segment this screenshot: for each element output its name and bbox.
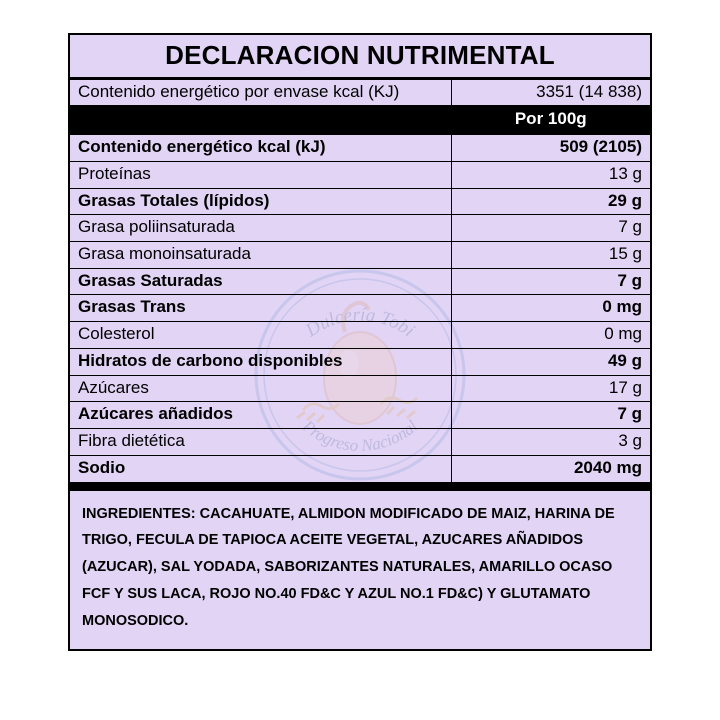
separator-band bbox=[70, 483, 650, 491]
row-label: Azúcares añadidos bbox=[70, 402, 452, 429]
table-row bbox=[70, 375, 650, 402]
page-title: DECLARACION NUTRIMENTAL bbox=[70, 35, 650, 80]
row-value: 3351 (14 838) bbox=[452, 80, 651, 107]
row-value: 0 mg bbox=[452, 322, 651, 349]
row-value: 49 g bbox=[452, 348, 651, 375]
ingredients-text: INGREDIENTES: CACAHUATE, ALMIDON MODIFICADO DE MAIZ, HARINA DE TRIGO, FECULA DE TAPIOCA ACEITE VEGETAL, AZUCARES AÑADIDOS (AZUCAR), SAL YODADA, SABORIZANTES NATURALES, AMARILLO OCASO FCF Y SUS LACA, ROJO NO.40 FD&C Y AZUL NO.1 FD&C) Y GLUTAMATO MONOSODICO. bbox=[82, 505, 615, 629]
row-label: Grasa monoinsaturada bbox=[70, 242, 452, 269]
per-100g-label: Por 100g bbox=[452, 106, 651, 134]
row-label: Sodio bbox=[70, 455, 452, 482]
row-value: 2040 mg bbox=[452, 455, 651, 482]
row-value: 7 g bbox=[452, 215, 651, 242]
band-blank-cell bbox=[70, 106, 452, 134]
table-row bbox=[70, 188, 650, 215]
table-row bbox=[70, 348, 650, 375]
row-label: Proteínas bbox=[70, 161, 452, 188]
row-label: Grasas Totales (lípidos) bbox=[70, 188, 452, 215]
table-row bbox=[70, 295, 650, 322]
row-label: Fibra dietética bbox=[70, 429, 452, 456]
table-row bbox=[70, 429, 650, 456]
row-label: Colesterol bbox=[70, 322, 452, 349]
row-value: 7 g bbox=[452, 268, 651, 295]
row-label: Azúcares bbox=[70, 375, 452, 402]
table-row bbox=[70, 242, 650, 269]
row-label: Contenido energético por envase kcal (KJ) bbox=[78, 81, 400, 101]
table-row-energy-package bbox=[70, 80, 650, 107]
table-row bbox=[70, 402, 650, 429]
band-fill bbox=[70, 483, 650, 491]
row-value: 7 g bbox=[452, 402, 651, 429]
table-row bbox=[70, 455, 650, 482]
table-row bbox=[70, 134, 650, 161]
row-label: Grasa poliinsaturada bbox=[70, 215, 452, 242]
row-value: 3 g bbox=[452, 429, 651, 456]
table-row bbox=[70, 322, 650, 349]
row-label: Hidratos de carbono disponibles bbox=[70, 348, 452, 375]
row-value: 15 g bbox=[452, 242, 651, 269]
table-row bbox=[70, 215, 650, 242]
row-label: Grasas Trans bbox=[70, 295, 452, 322]
row-label: Grasas Saturadas bbox=[70, 268, 452, 295]
row-value: 0 mg bbox=[452, 295, 651, 322]
row-value: 29 g bbox=[452, 188, 651, 215]
table-row bbox=[70, 268, 650, 295]
table-row bbox=[70, 161, 650, 188]
per-100g-band bbox=[70, 106, 650, 134]
svg-text:Dulcería Tobi: Dulcería Tobi bbox=[302, 304, 419, 342]
row-value: 13 g bbox=[452, 161, 651, 188]
nutrition-facts-panel bbox=[68, 33, 652, 651]
nutrition-table bbox=[70, 80, 650, 491]
row-value: 509 (2105) bbox=[452, 134, 651, 161]
row-label: Contenido energético kcal (kJ) bbox=[70, 134, 452, 161]
row-value: 17 g bbox=[452, 375, 651, 402]
svg-text:Progreso Nacional: Progreso Nacional bbox=[298, 416, 422, 456]
